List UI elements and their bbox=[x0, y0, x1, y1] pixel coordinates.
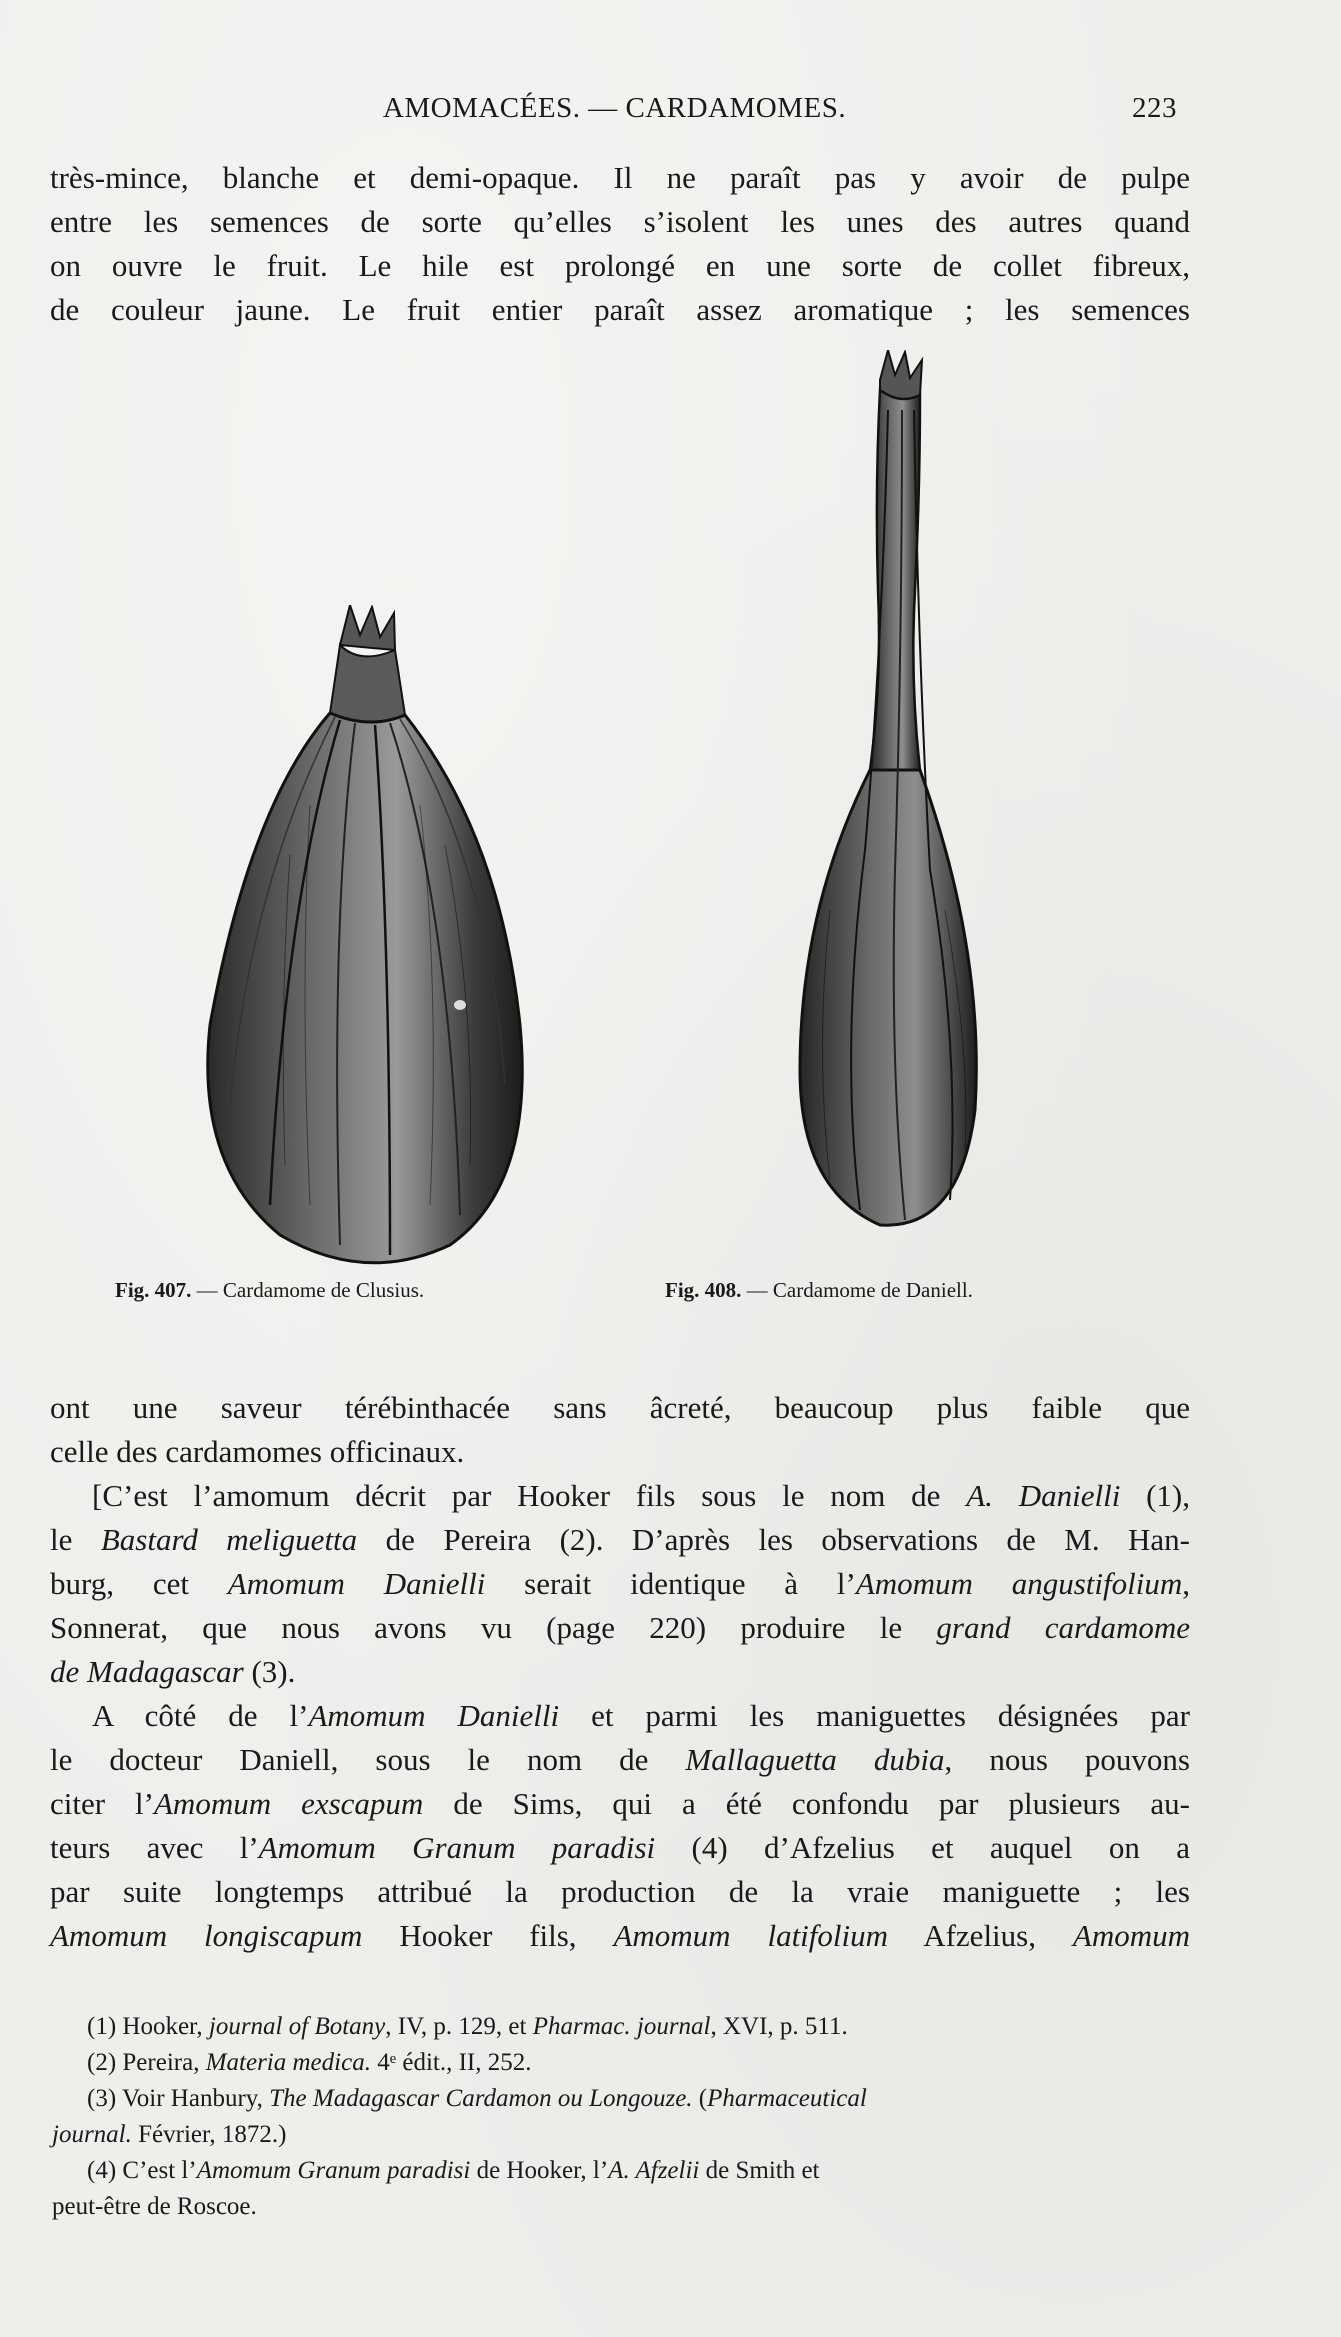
text-line: teurs avec l’Amomum Granum paradisi (4) d’Afzelius et auquel on a bbox=[50, 1830, 1190, 1865]
figure-408-caption bbox=[665, 1278, 973, 1303]
main-text bbox=[50, 1386, 1190, 1958]
text-line: on ouvre le fruit. Le hile est prolongé en une sorte de collet fibreux, bbox=[50, 248, 1190, 283]
text-line: [C’est l’amomum décrit par Hooker fils sous le nom de A. Danielli (1), bbox=[92, 1478, 1190, 1513]
footnotes bbox=[52, 2009, 1192, 2225]
top-paragraph bbox=[50, 156, 1190, 332]
text-line: Sonnerat, que nous avons vu (page 220) produire le grand cardamome bbox=[50, 1610, 1190, 1645]
footnote-2: (2) Pereira, Materia medica. 4ᵉ édit., II, 252. bbox=[87, 2049, 532, 2076]
text-line: le docteur Daniell, sous le nom de Mallaguetta dubia, nous pouvons bbox=[50, 1742, 1190, 1777]
page-number: 223 bbox=[1132, 92, 1177, 124]
figure-408-caption-text: — Cardamome de Daniell. bbox=[746, 1278, 973, 1302]
figure-407-caption-text: — Cardamome de Clusius. bbox=[196, 1278, 425, 1302]
text-line: Amomum longiscapum Hooker fils, Amomum latifolium Afzelius, Amomum bbox=[50, 1918, 1190, 1953]
footnote-1: (1) Hooker, journal of Botany, IV, p. 129, et Pharmac. journal, XVI, p. 511. bbox=[87, 2013, 848, 2040]
text-line: de couleur jaune. Le fruit entier paraît assez aromatique ; les semences bbox=[50, 292, 1190, 327]
footnote-4: (4) C’est l’Amomum Granum paradisi de Hooker, l’A. Afzelii de Smith et peut-être de Roscoe. bbox=[52, 2153, 1192, 2225]
text-line: très-mince, blanche et demi-opaque. Il ne paraît pas y avoir de pulpe bbox=[50, 160, 1190, 195]
figure-408-illustration bbox=[770, 350, 1010, 1250]
page-header bbox=[52, 92, 1177, 132]
figure-407-caption bbox=[115, 1278, 424, 1303]
running-title: AMOMACÉES. — CARDAMOMES. bbox=[382, 92, 847, 124]
text-line: A côté de l’Amomum Danielli et parmi les maniguettes désignées par bbox=[92, 1698, 1190, 1733]
figure-area bbox=[50, 350, 1190, 1310]
text-line: celle des cardamomes officinaux. bbox=[50, 1434, 465, 1469]
text-line: le Bastard meliguetta de Pereira (2). D’après les observations de M. Han- bbox=[50, 1522, 1190, 1557]
cardamome-clusius-engraving bbox=[190, 605, 550, 1285]
figure-407-label: Fig. 407. bbox=[115, 1278, 192, 1302]
figure-407-illustration bbox=[190, 605, 550, 1285]
text-line: burg, cet Amomum Danielli serait identique à l’Amomum angustifolium, bbox=[50, 1566, 1190, 1601]
footnote-4-continuation: peut-être de Roscoe. bbox=[52, 2193, 257, 2220]
text-line: par suite longtemps attribué la production de la vraie maniguette ; les bbox=[50, 1874, 1190, 1909]
text-line: ont une saveur térébinthacée sans âcreté, beaucoup plus faible que bbox=[50, 1390, 1190, 1425]
text-line: citer l’Amomum exscapum de Sims, qui a été confondu par plusieurs au- bbox=[50, 1786, 1190, 1821]
text-line: entre les semences de sorte qu’elles s’isolent les unes des autres quand bbox=[50, 204, 1190, 239]
text-line: de Madagascar (3). bbox=[50, 1654, 296, 1689]
cardamome-daniell-engraving bbox=[770, 350, 1010, 1250]
footnote-3: (3) Voir Hanbury, The Madagascar Cardamon ou Longouze. (Pharmaceutical journal. Février, 1872.) bbox=[52, 2081, 1192, 2153]
figure-408-label: Fig. 408. bbox=[665, 1278, 742, 1302]
footnote-3-continuation: journal. Février, 1872.) bbox=[52, 2121, 287, 2148]
